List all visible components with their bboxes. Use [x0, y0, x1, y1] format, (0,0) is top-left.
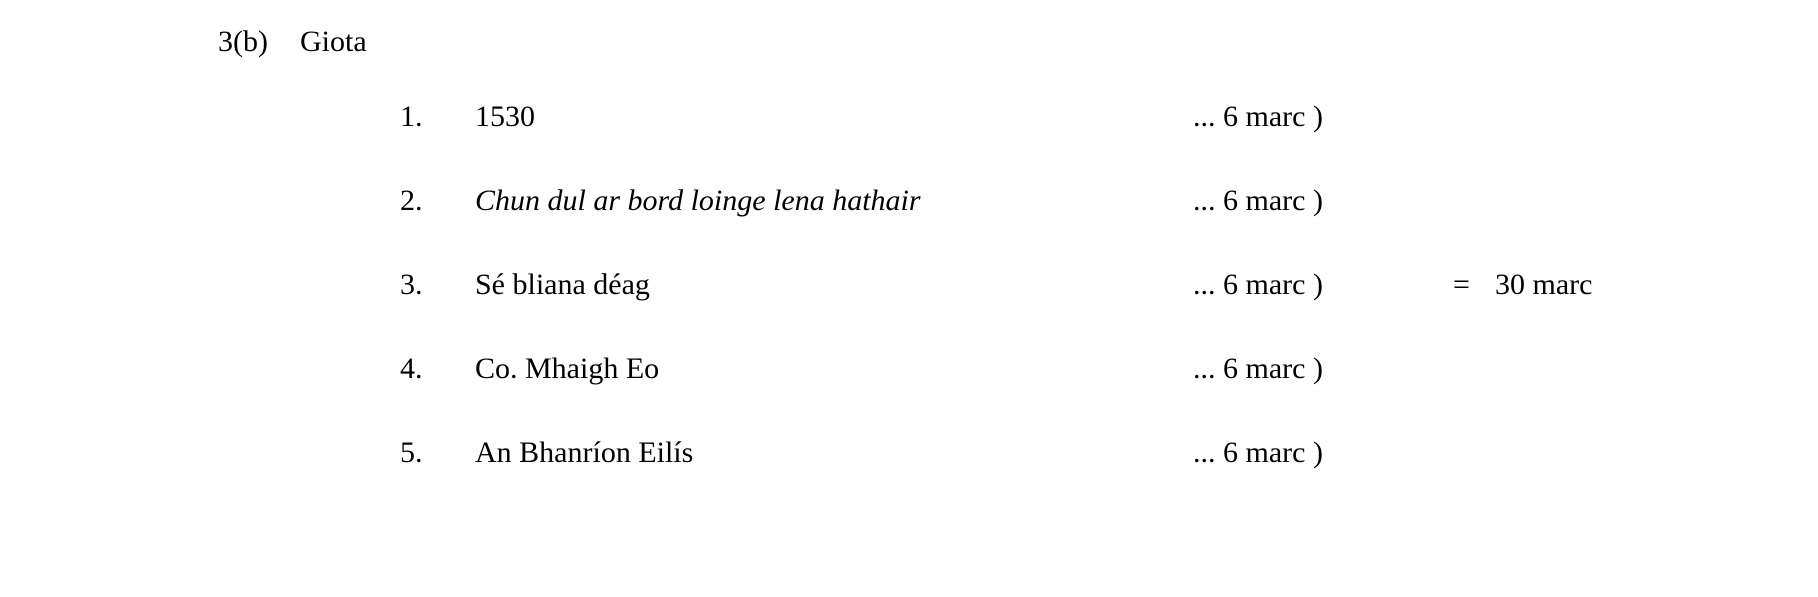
item-text: 1530	[475, 100, 535, 133]
list-item	[400, 436, 1700, 520]
item-text: Co. Mhaigh Eo	[475, 352, 660, 385]
total-marks: 30 marc	[1495, 268, 1593, 301]
item-number: 1.	[400, 100, 423, 133]
item-text: An Bhanríon Eilís	[475, 436, 694, 469]
item-number: 4.	[400, 352, 423, 385]
list-item	[400, 268, 1700, 352]
item-number: 2.	[400, 184, 423, 217]
question-number: 3(b)	[218, 25, 268, 58]
list-item	[400, 352, 1700, 436]
item-text: Chun dul ar bord loinge lena hathair	[475, 184, 921, 217]
item-total	[1423, 268, 1592, 302]
item-number: 3.	[400, 268, 423, 301]
answer-list	[400, 100, 1700, 520]
item-marks: ... 6 marc )	[1193, 268, 1323, 301]
item-marks: ... 6 marc )	[1193, 436, 1323, 469]
equals-sign: =	[1453, 268, 1470, 301]
item-marks: ... 6 marc )	[1193, 352, 1323, 385]
item-number: 5.	[400, 436, 423, 469]
item-marks: ... 6 marc )	[1193, 100, 1323, 133]
list-item	[400, 100, 1700, 184]
page-title	[218, 24, 367, 60]
item-text: Sé bliana déag	[475, 268, 650, 301]
list-item	[400, 184, 1700, 268]
question-label: Giota	[300, 25, 367, 58]
item-marks: ... 6 marc )	[1193, 184, 1323, 217]
